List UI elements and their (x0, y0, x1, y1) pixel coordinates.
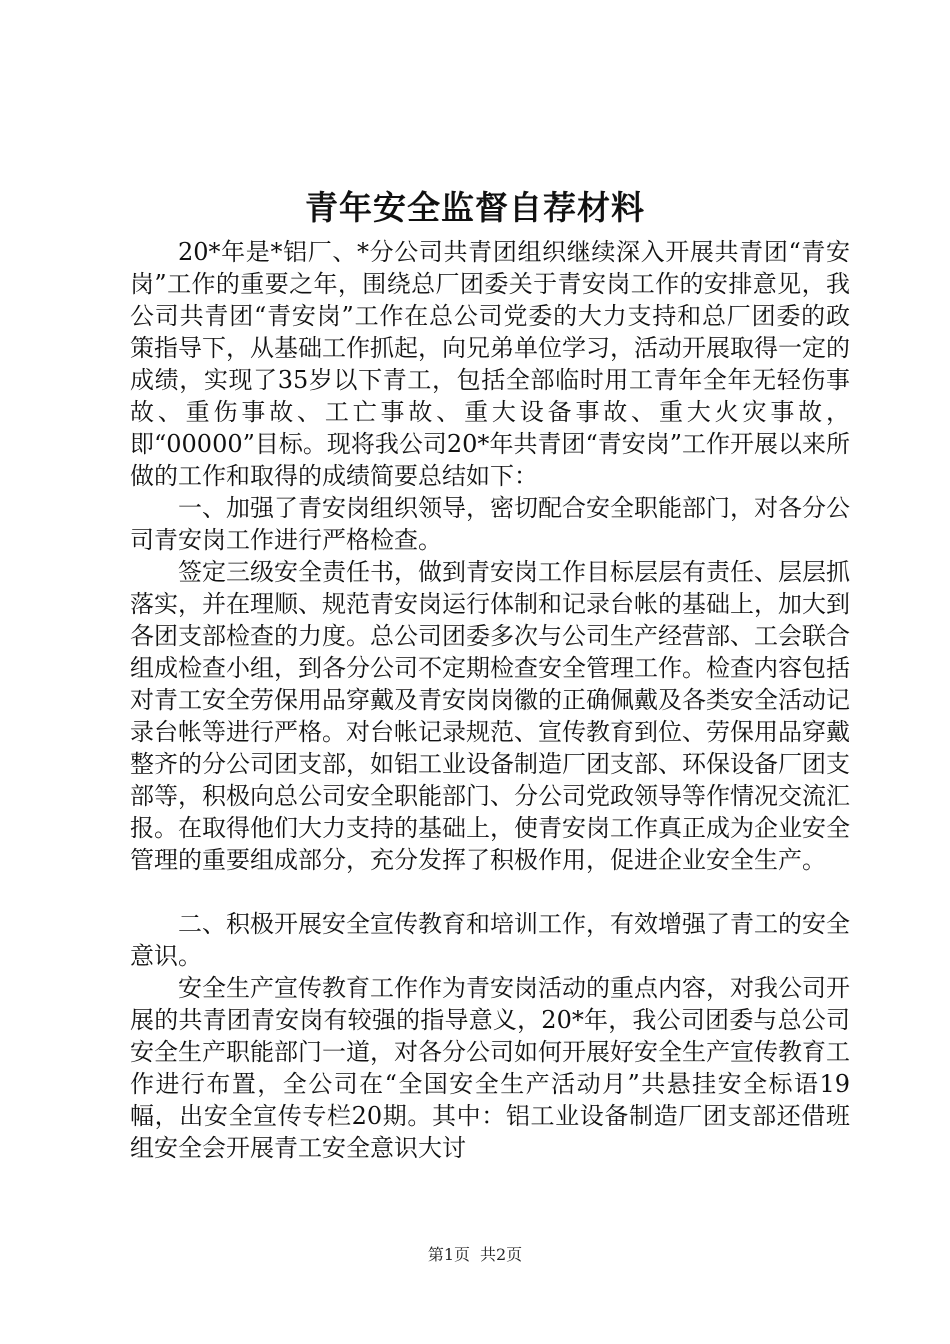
document-title: 青年安全监督自荐材料 (305, 188, 645, 227)
document-body (130, 236, 850, 1164)
paragraph-intro: 20*年是*铝厂、*分公司共青团组织继续深入开展共青团“青安岗”工作的重要之年，围绕总厂团委关于青安岗工作的安排意见，我公司共青团“青安岗”工作在总公司党委的大力支持和总厂团委的政策指导下，从基础工作抓起，向兄弟单位学习，活动开展取得一定的成绩，实现了35岁以下青工，包括全部临时用工青年全年无轻伤事故、重伤事故、工亡事故、重大设备事故、重大火灾事故，即“00000”目标。现将我公司20*年共青团“青安岗”工作开展以来所做的工作和取得的成绩简要总结如下： (130, 238, 850, 490)
paragraph-section-2-heading: 二、积极开展安全宣传教育和培训工作，有效增强了青工的安全意识。 (130, 910, 850, 970)
page-footer (0, 1243, 950, 1267)
paragraph-section-2-body: 安全生产宣传教育工作作为青安岗活动的重点内容，对我公司开展的共青团青安岗有较强的指导意义，20*年，我公司团委与总公司安全生产职能部门一道，对各分公司如何开展好安全生产宣传教育工作进行布置，全公司在“全国安全生产活动月”共悬挂安全标语19幅，出安全宣传专栏20期。其中：铝工业设备制造厂团支部还借班组安全会开展青工安全意识大讨 (130, 974, 850, 1162)
paragraph-section-1-body: 签定三级安全责任书，做到青安岗工作目标层层有责任、层层抓落实，并在理顺、规范青安岗运行体制和记录台帐的基础上，加大到各团支部检查的力度。总公司团委多次与公司生产经营部、工会联合组成检查小组，到各分公司不定期检查安全管理工作。检查内容包括对青工安全劳保用品穿戴及青安岗岗徽的正确佩戴及各类安全活动记录台帐等进行严格。对台帐记录规范、宣传教育到位、劳保用品穿戴整齐的分公司团支部，如铝工业设备制造厂团支部、环保设备厂团支部等，积极向总公司安全职能部门、分公司党政领导等作情况交流汇报。在取得他们大力支持的基础上，使青安岗工作真正成为企业安全管理的重要组成部分，充分发挥了积极作用，促进企业安全生产。 (130, 558, 850, 874)
page-total: 共2页 (480, 1245, 523, 1264)
paragraph-section-1-heading: 一、加强了青安岗组织领导，密切配合安全职能部门，对各分公司青安岗工作进行严格检查。 (130, 494, 850, 554)
page-number: 第1页 (427, 1245, 470, 1264)
